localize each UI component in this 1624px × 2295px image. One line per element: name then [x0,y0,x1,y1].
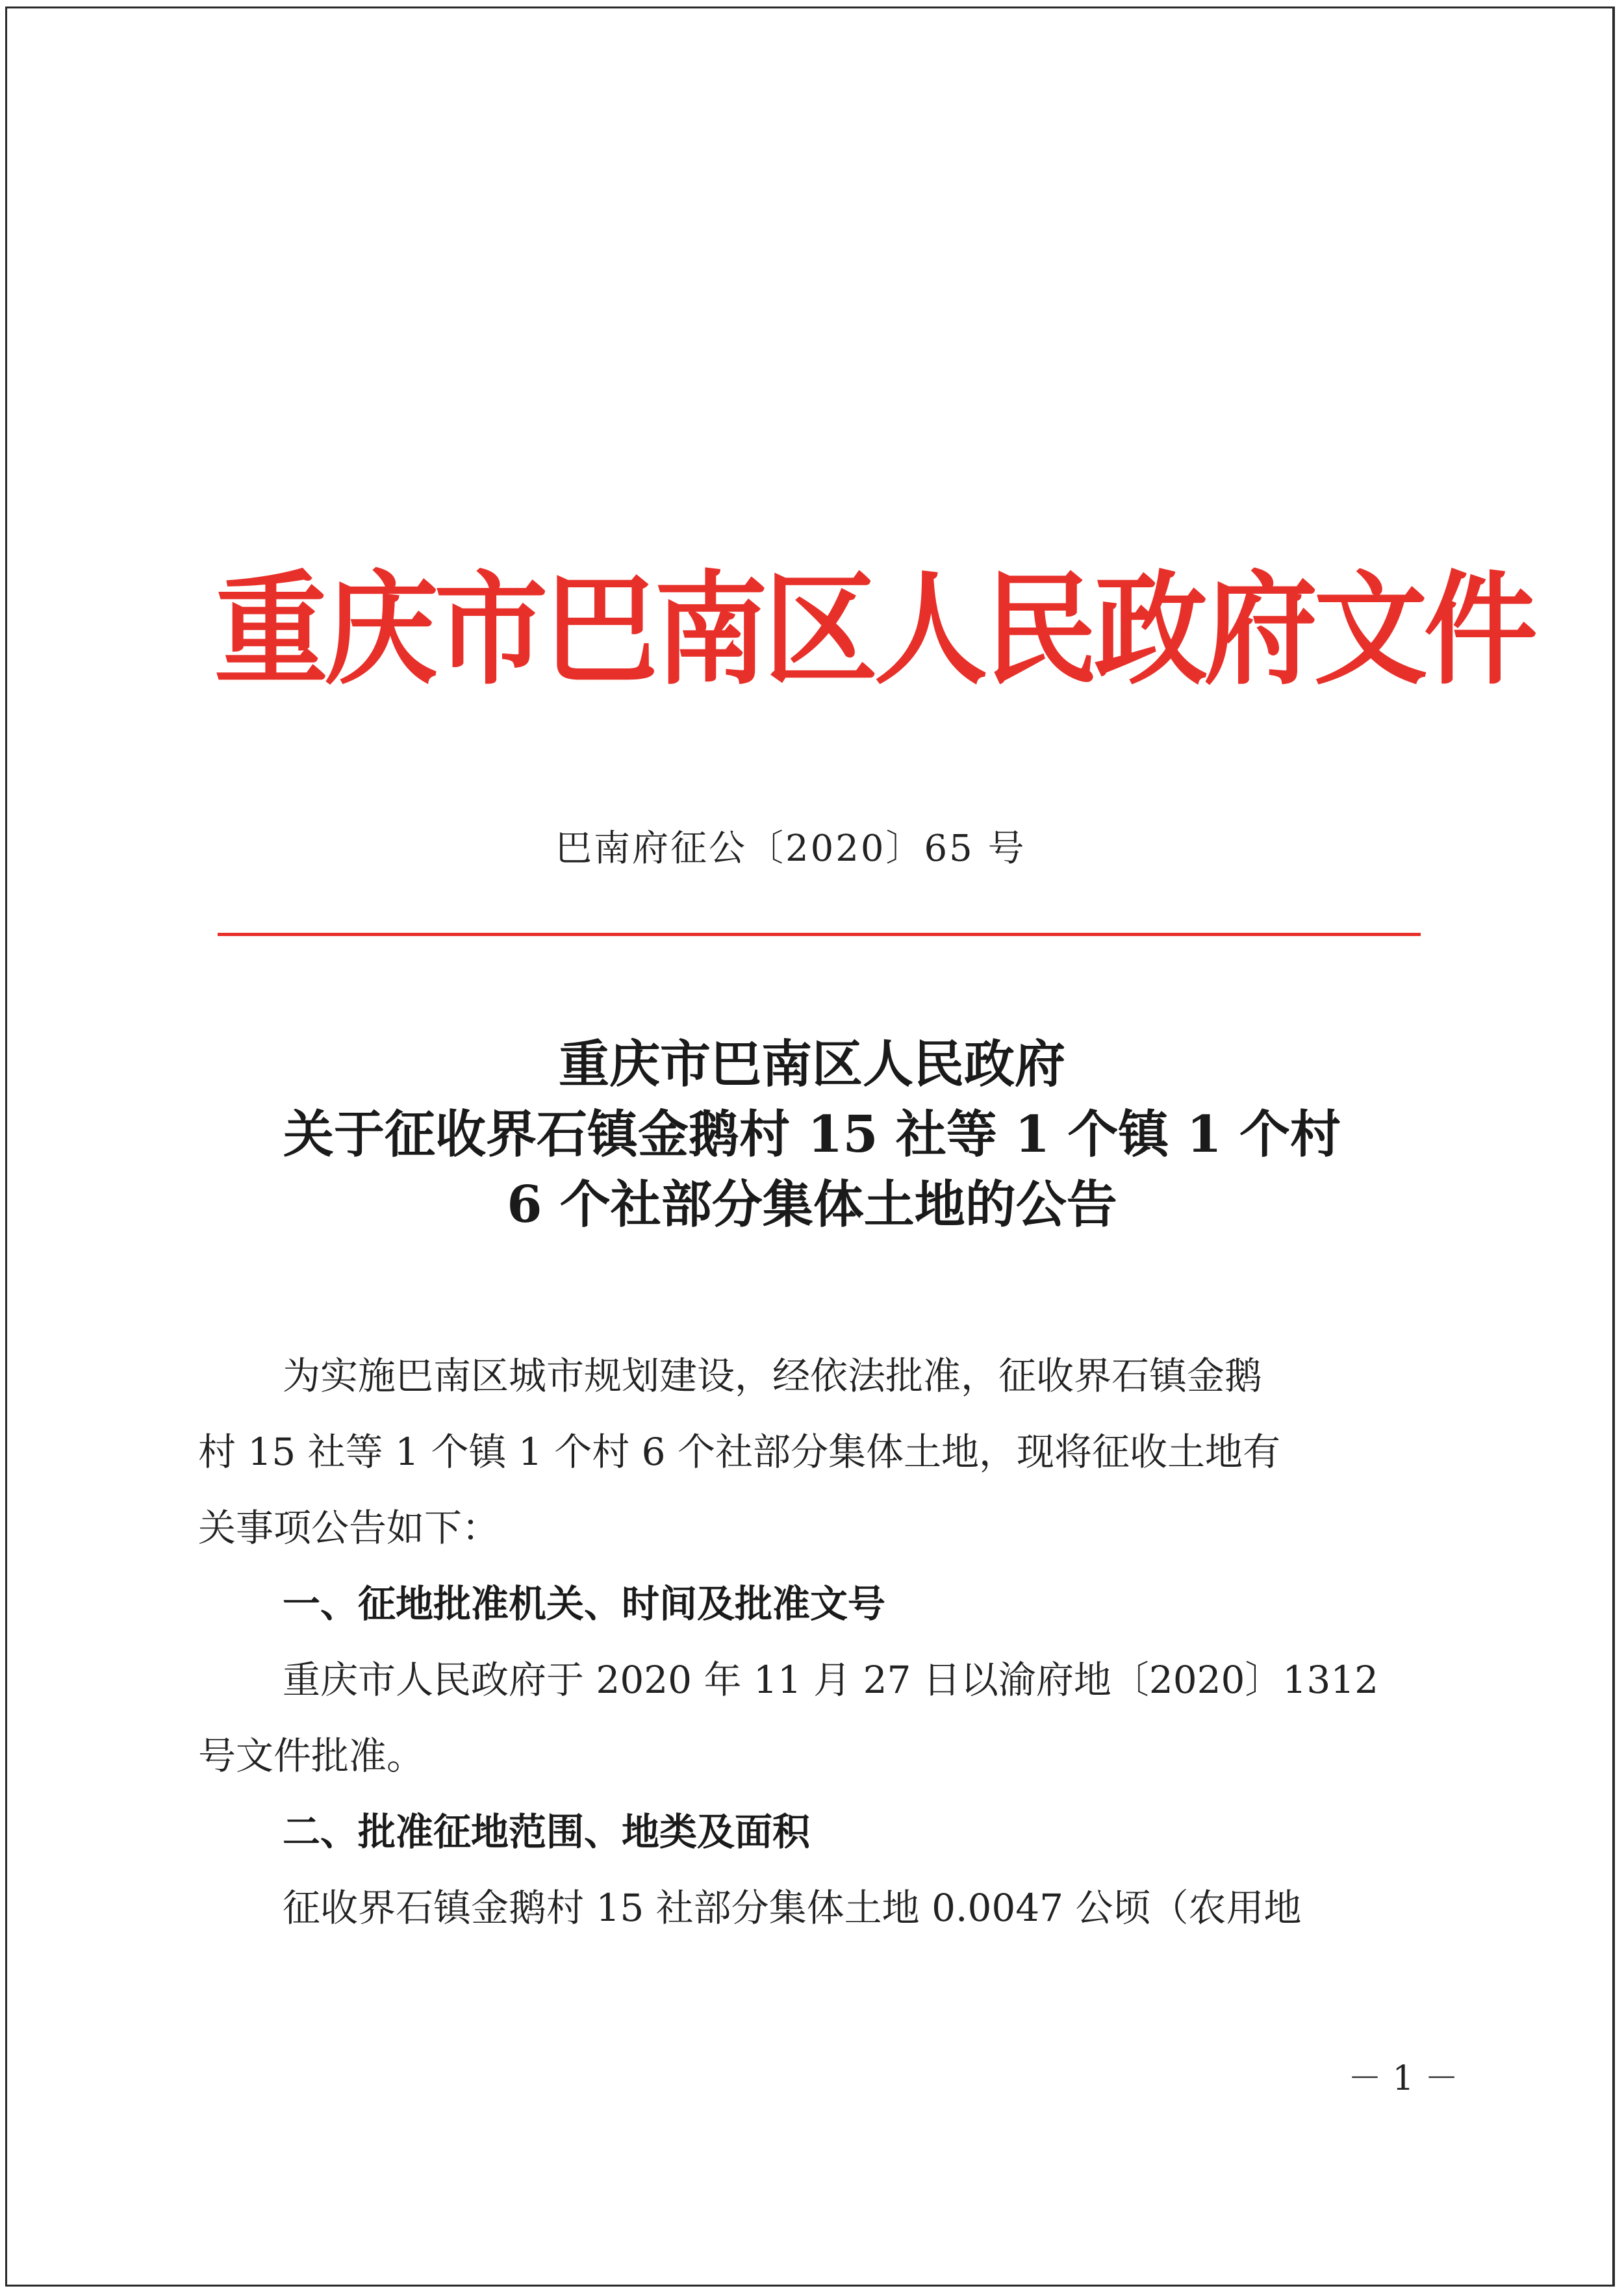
red-header-title: 重庆市巴南区人民政府文件 [214,558,1534,702]
intro-line-2: 村 15 社等 1 个镇 1 个村 6 个社部分集体土地，现将征收土地有 [198,1430,1281,1474]
red-separator-line [218,933,1421,936]
intro-paragraph [198,1338,1400,1566]
document-number: 巴南府征公〔2020〕65 号 [555,828,1026,870]
section-1-line-2: 号文件批准。 [198,1734,425,1778]
section-2-paragraph [198,1870,1400,1946]
title-line-1: 重庆市巴南区人民政府 [558,1035,1065,1094]
section-1-line-1: 重庆市人民政府于 2020 年 11 月 27 日以渝府地〔2020〕1312 [283,1658,1379,1702]
intro-line-3: 关事项公告如下： [198,1506,500,1550]
title-line-3: 6 个社部分集体土地的公告 [507,1175,1117,1234]
section-2-heading: 二、批准征地范围、地类及面积 [283,1810,811,1854]
intro-line-1: 为实施巴南区城市规划建设，经依法批准，征收界石镇金鹅 [283,1354,1263,1398]
page-number: － 1 － [1348,2059,1459,2098]
title-line-2: 关于征收界石镇金鹅村 15 社等 1 个镇 1 个村 [283,1105,1341,1164]
announcement-title [195,1030,1429,1240]
section-1-paragraph [198,1642,1400,1794]
section-2-line-1: 征收界石镇金鹅村 15 社部分集体土地 0.0047 公顷（农用地 [283,1886,1302,1930]
document-body [198,1338,1400,1946]
section-1-heading: 一、征地批准机关、时间及批准文号 [283,1582,886,1626]
